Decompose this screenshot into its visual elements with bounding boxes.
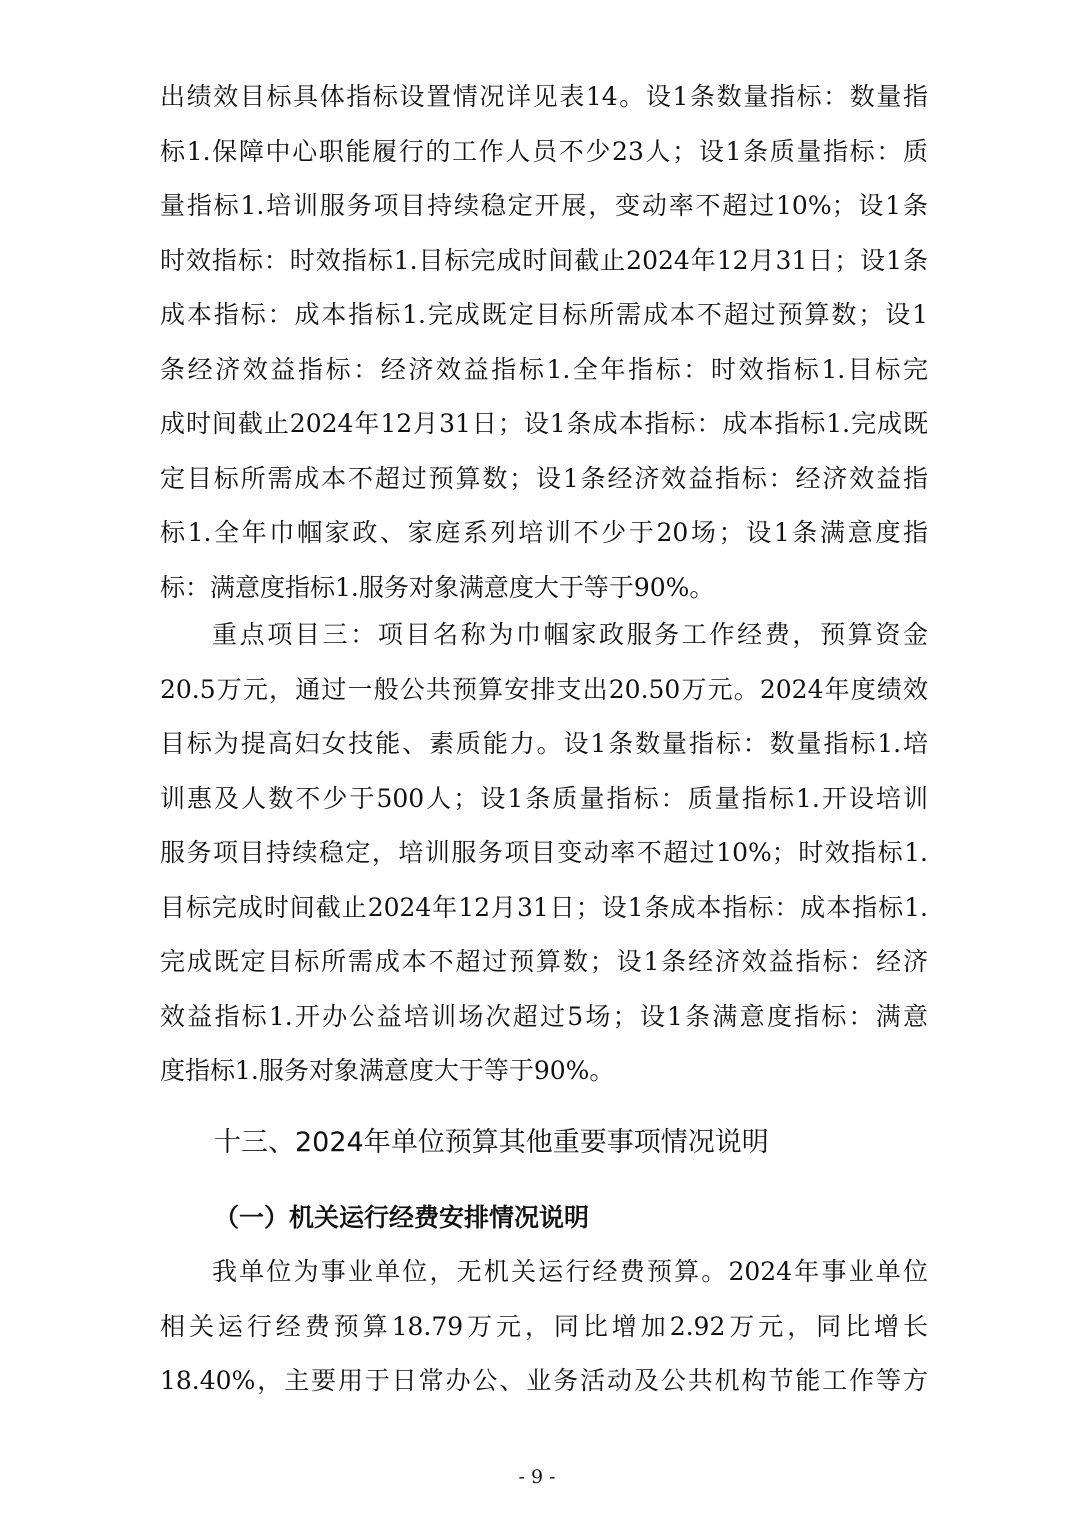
section-heading: 十三、2024年单位预算其他重要事项情况说明 bbox=[214, 1127, 769, 1158]
text-line: 成本指标：成本指标1.完成既定目标所需成本不超过预算数；设1 bbox=[160, 300, 928, 329]
text-line: 条经济效益指标：经济效益指标1.全年指标：时效指标1.目标完 bbox=[160, 354, 928, 384]
paragraph-key-project-three bbox=[160, 608, 928, 1099]
text-line: 标1.保障中心职能履行的工作人员不少23人；设1条质量指标：质 bbox=[160, 136, 928, 166]
text-line: 时效指标：时效指标1.目标完成时间截止2024年12月31日；设1条 bbox=[160, 245, 928, 275]
text-line: 成时间截止2024年12月31日；设1条成本指标：成本指标1.完成既 bbox=[160, 409, 928, 438]
subsection-heading: （一）机关运行经费安排情况说明 bbox=[214, 1203, 590, 1232]
paragraph-performance-targets bbox=[160, 70, 928, 615]
text-line: 定目标所需成本不超过预算数；设1条经济效益指标：经济效益指 bbox=[160, 463, 928, 493]
text-line: 我单位为事业单位，无机关运行经费预算。2024年事业单位 bbox=[212, 1257, 928, 1286]
text-line: 完成既定目标所需成本不超过预算数；设1条经济效益指标：经济 bbox=[160, 947, 928, 976]
text-line: 相关运行经费预算18.79万元，同比增加2.92万元，同比增长 bbox=[160, 1311, 928, 1341]
text-line: 训惠及人数不少于500人；设1条质量指标：质量指标1.开设培训 bbox=[160, 783, 928, 813]
text-line: 目标为提高妇女技能、素质能力。设1条数量指标：数量指标1.培 bbox=[160, 729, 928, 758]
text-line: 18.40%，主要用于日常办公、业务活动及公共机构节能工作等方 bbox=[160, 1366, 928, 1395]
text-line: 量指标1.培训服务项目持续稳定开展，变动率不超过10%；设1条 bbox=[160, 191, 928, 220]
text-line: 度指标1.服务对象满意度大于等于90%。 bbox=[160, 1056, 615, 1085]
text-line: 目标完成时间截止2024年12月31日；设1条成本指标：成本指标1. bbox=[160, 892, 928, 922]
text-line: 重点项目三：项目名称为巾帼家政服务工作经费，预算资金 bbox=[212, 620, 928, 649]
text-line: 标：满意度指标1.服务对象满意度大于等于90%。 bbox=[160, 572, 715, 602]
text-line: 服务项目持续稳定，培训服务项目变动率不超过10%；时效指标1. bbox=[160, 838, 928, 867]
page-number: - 9 - bbox=[518, 1466, 556, 1488]
paragraph-operating-expenses bbox=[160, 1245, 928, 1409]
text-line: 效益指标1.开办公益培训场次超过5场；设1条满意度指标：满意 bbox=[160, 1001, 928, 1031]
text-line: 20.5万元，通过一般公共预算安排支出20.50万元。2024年度绩效 bbox=[160, 674, 928, 704]
text-line: 出绩效目标具体指标设置情况详见表14。设1条数量指标：数量指 bbox=[160, 82, 928, 111]
text-line: 标1.全年巾帼家政、家庭系列培训不少于20场；设1条满意度指 bbox=[160, 518, 928, 547]
